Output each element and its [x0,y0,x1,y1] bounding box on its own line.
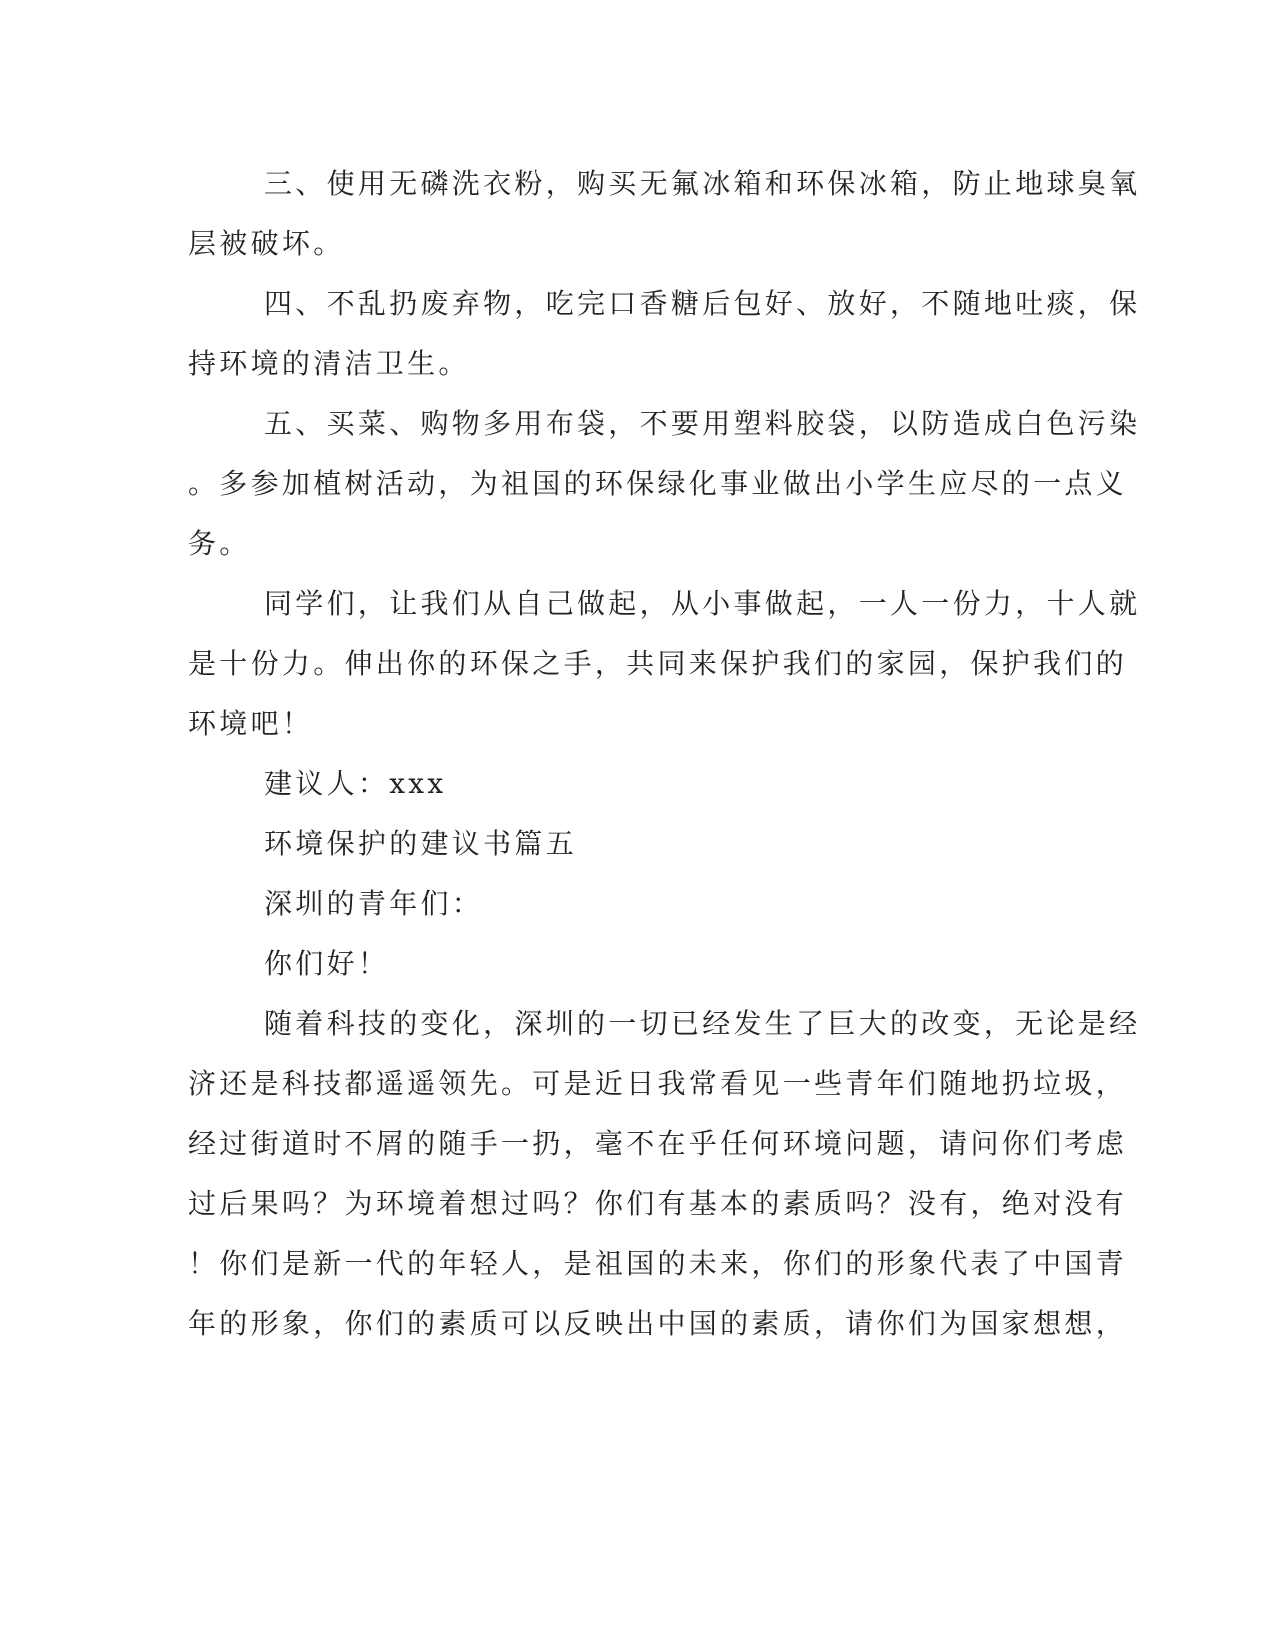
text-line: 年的形象，你们的素质可以反映出中国的素质，请你们为国家想想， [188,1307,1128,1340]
text-line: 层被破坏。 [188,227,345,260]
text-line: 济还是科技都遥遥领先。可是近日我常看见一些青年们随地扔垃圾， [188,1067,1128,1100]
section-title: 环境保护的建议书篇五 [264,827,578,860]
text-line: ！你们是新一代的年轻人，是祖国的未来，你们的形象代表了中国青 [188,1247,1128,1280]
text-line: 。多参加植树活动，为祖国的环保绿化事业做出小学生应尽的一点义 [188,467,1128,500]
text-line: 环境吧！ [188,707,314,740]
text-line: 务。 [188,527,251,560]
document-body [188,154,1141,1354]
text-line: 三、使用无磷洗衣粉，购买无氟冰箱和环保冰箱，防止地球臭氧 [264,167,1141,200]
text-line: 同学们，让我们从自己做起，从小事做起，一人一份力，十人就 [264,587,1141,620]
salutation: 深圳的青年们： [264,887,484,920]
text-line: 四、不乱扔废弃物，吃完口香糖后包好、放好，不随地吐痰，保 [264,287,1141,320]
text-line: 持环境的清洁卫生。 [188,347,470,380]
signature-line: 建议人：xxx [264,767,447,800]
text-line: 五、买菜、购物多用布袋，不要用塑料胶袋，以防造成白色污染 [264,407,1141,440]
text-line: 经过街道时不屑的随手一扔，毫不在乎任何环境问题，请问你们考虑 [188,1127,1128,1160]
greeting: 你们好！ [264,947,390,980]
text-line: 过后果吗？为环境着想过吗？你们有基本的素质吗？没有，绝对没有 [188,1187,1128,1220]
text-line: 随着科技的变化，深圳的一切已经发生了巨大的改变，无论是经 [264,1007,1141,1040]
text-line: 是十份力。伸出你的环保之手，共同来保护我们的家园，保护我们的 [188,647,1128,680]
